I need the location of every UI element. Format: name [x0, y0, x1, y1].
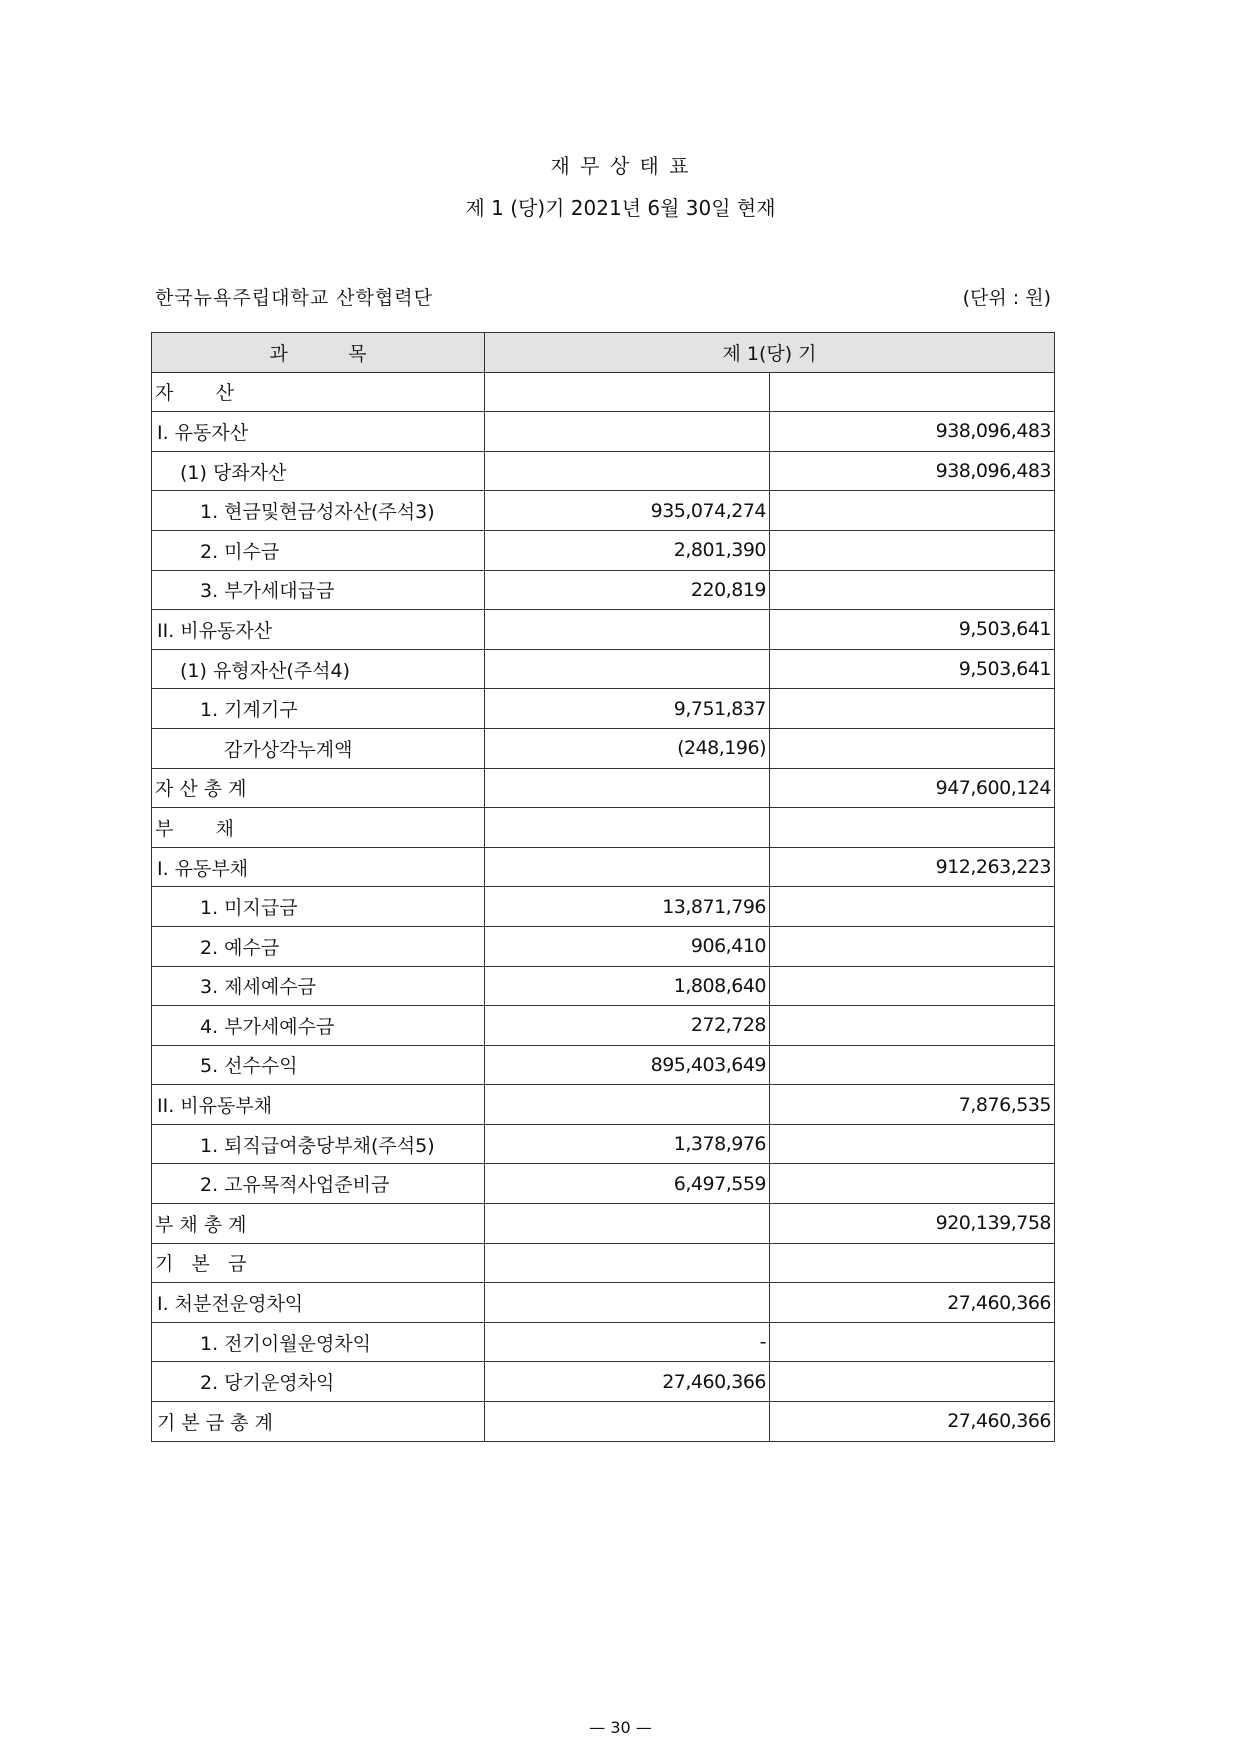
table-row	[152, 570, 1055, 610]
detail-amount: 9,751,837	[485, 689, 770, 729]
detail-amount: 935,074,274	[485, 491, 770, 531]
total-amount	[770, 1124, 1055, 1164]
account-label: 부 채 총 계	[152, 1204, 485, 1244]
detail-amount: 1,808,640	[485, 966, 770, 1006]
account-label: I. 유동부채	[152, 847, 485, 887]
table-header-row	[152, 333, 1055, 373]
total-amount	[770, 926, 1055, 966]
detail-amount	[485, 1085, 770, 1125]
table-row	[152, 1045, 1055, 1085]
header-account: 과 목	[152, 333, 485, 373]
account-label: 기 본 금 총 계	[152, 1402, 485, 1442]
organization-name: 한국뉴욕주립대학교 산학협력단	[155, 287, 433, 309]
account-label: (1) 유형자산(주석4)	[152, 649, 485, 689]
total-amount: 9,503,641	[770, 610, 1055, 650]
detail-amount	[485, 451, 770, 491]
table-row	[152, 1362, 1055, 1402]
table-row	[152, 451, 1055, 491]
table-row	[152, 491, 1055, 531]
table-row	[152, 412, 1055, 452]
detail-amount: -	[485, 1322, 770, 1362]
table-row	[152, 1085, 1055, 1125]
total-amount: 938,096,483	[770, 412, 1055, 452]
account-label: 5. 선수수익	[152, 1045, 485, 1085]
table-row	[152, 649, 1055, 689]
detail-amount	[485, 649, 770, 689]
table-row	[152, 1164, 1055, 1204]
total-amount	[770, 530, 1055, 570]
account-label: (1) 당좌자산	[152, 451, 485, 491]
total-amount	[770, 1006, 1055, 1046]
detail-amount: 6,497,559	[485, 1164, 770, 1204]
table-row	[152, 966, 1055, 1006]
account-label: 3. 부가세대급금	[152, 570, 485, 610]
account-label: 2. 미수금	[152, 530, 485, 570]
account-label: 1. 기계기구	[152, 689, 485, 729]
total-amount	[770, 808, 1055, 848]
unit-label: (단위 : 원)	[962, 287, 1051, 309]
account-label: II. 비유동부채	[152, 1085, 485, 1125]
total-amount	[770, 887, 1055, 927]
total-amount	[770, 372, 1055, 412]
total-amount: 27,460,366	[770, 1402, 1055, 1442]
detail-amount: 906,410	[485, 926, 770, 966]
table-row	[152, 1283, 1055, 1323]
account-label: 1. 전기이월운영차익	[152, 1322, 485, 1362]
detail-amount	[485, 412, 770, 452]
account-label: 자 산 총 계	[152, 768, 485, 808]
total-amount	[770, 1362, 1055, 1402]
total-amount: 27,460,366	[770, 1283, 1055, 1323]
detail-amount: (248,196)	[485, 728, 770, 768]
table-row	[152, 1402, 1055, 1442]
table-row	[152, 1124, 1055, 1164]
detail-amount	[485, 610, 770, 650]
page-number: — 30 —	[589, 1718, 652, 1737]
table-row	[152, 372, 1055, 412]
document-subtitle: 제 1 (당)기 2021년 6월 30일 현재	[465, 196, 776, 220]
account-label: II. 비유동자산	[152, 610, 485, 650]
account-label: 감가상각누계액	[152, 728, 485, 768]
detail-amount: 27,460,366	[485, 1362, 770, 1402]
table-row	[152, 768, 1055, 808]
table-row	[152, 1006, 1055, 1046]
detail-amount	[485, 847, 770, 887]
detail-amount	[485, 768, 770, 808]
detail-amount: 2,801,390	[485, 530, 770, 570]
document-title: 재 무 상 태 표	[550, 154, 691, 178]
table-row	[152, 689, 1055, 729]
account-label: 기 본 금	[152, 1243, 485, 1283]
account-label: 2. 예수금	[152, 926, 485, 966]
total-amount: 938,096,483	[770, 451, 1055, 491]
total-amount	[770, 1322, 1055, 1362]
total-amount: 7,876,535	[770, 1085, 1055, 1125]
header-period: 제 1(당) 기	[485, 333, 1055, 373]
total-amount	[770, 728, 1055, 768]
detail-amount	[485, 372, 770, 412]
table-row	[152, 610, 1055, 650]
total-amount	[770, 1243, 1055, 1283]
total-amount	[770, 491, 1055, 531]
total-amount: 920,139,758	[770, 1204, 1055, 1244]
total-amount	[770, 570, 1055, 610]
table-row	[152, 1243, 1055, 1283]
table-row	[152, 808, 1055, 848]
table-row	[152, 1204, 1055, 1244]
table-row	[152, 847, 1055, 887]
account-label: I. 처분전운영차익	[152, 1283, 485, 1323]
detail-amount	[485, 1204, 770, 1244]
total-amount	[770, 689, 1055, 729]
table-row	[152, 530, 1055, 570]
detail-amount: 220,819	[485, 570, 770, 610]
detail-amount	[485, 1402, 770, 1442]
account-label: 4. 부가세예수금	[152, 1006, 485, 1046]
detail-amount	[485, 1283, 770, 1323]
account-label: 자 산	[152, 372, 485, 412]
account-label: 1. 미지급금	[152, 887, 485, 927]
total-amount	[770, 966, 1055, 1006]
total-amount	[770, 1045, 1055, 1085]
total-amount: 947,600,124	[770, 768, 1055, 808]
table-row	[152, 1322, 1055, 1362]
account-label: 2. 당기운영차익	[152, 1362, 485, 1402]
total-amount: 9,503,641	[770, 649, 1055, 689]
account-label: 3. 제세예수금	[152, 966, 485, 1006]
account-label: 부 채	[152, 808, 485, 848]
table-row	[152, 926, 1055, 966]
account-label: 1. 퇴직급여충당부채(주석5)	[152, 1124, 485, 1164]
table-row	[152, 728, 1055, 768]
balance-sheet-table	[151, 332, 1055, 1442]
total-amount: 912,263,223	[770, 847, 1055, 887]
detail-amount: 13,871,796	[485, 887, 770, 927]
detail-amount: 895,403,649	[485, 1045, 770, 1085]
account-label: 1. 현금및현금성자산(주석3)	[152, 491, 485, 531]
total-amount	[770, 1164, 1055, 1204]
table-row	[152, 887, 1055, 927]
detail-amount	[485, 1243, 770, 1283]
account-label: 2. 고유목적사업준비금	[152, 1164, 485, 1204]
detail-amount	[485, 808, 770, 848]
detail-amount: 1,378,976	[485, 1124, 770, 1164]
detail-amount: 272,728	[485, 1006, 770, 1046]
account-label: I. 유동자산	[152, 412, 485, 452]
